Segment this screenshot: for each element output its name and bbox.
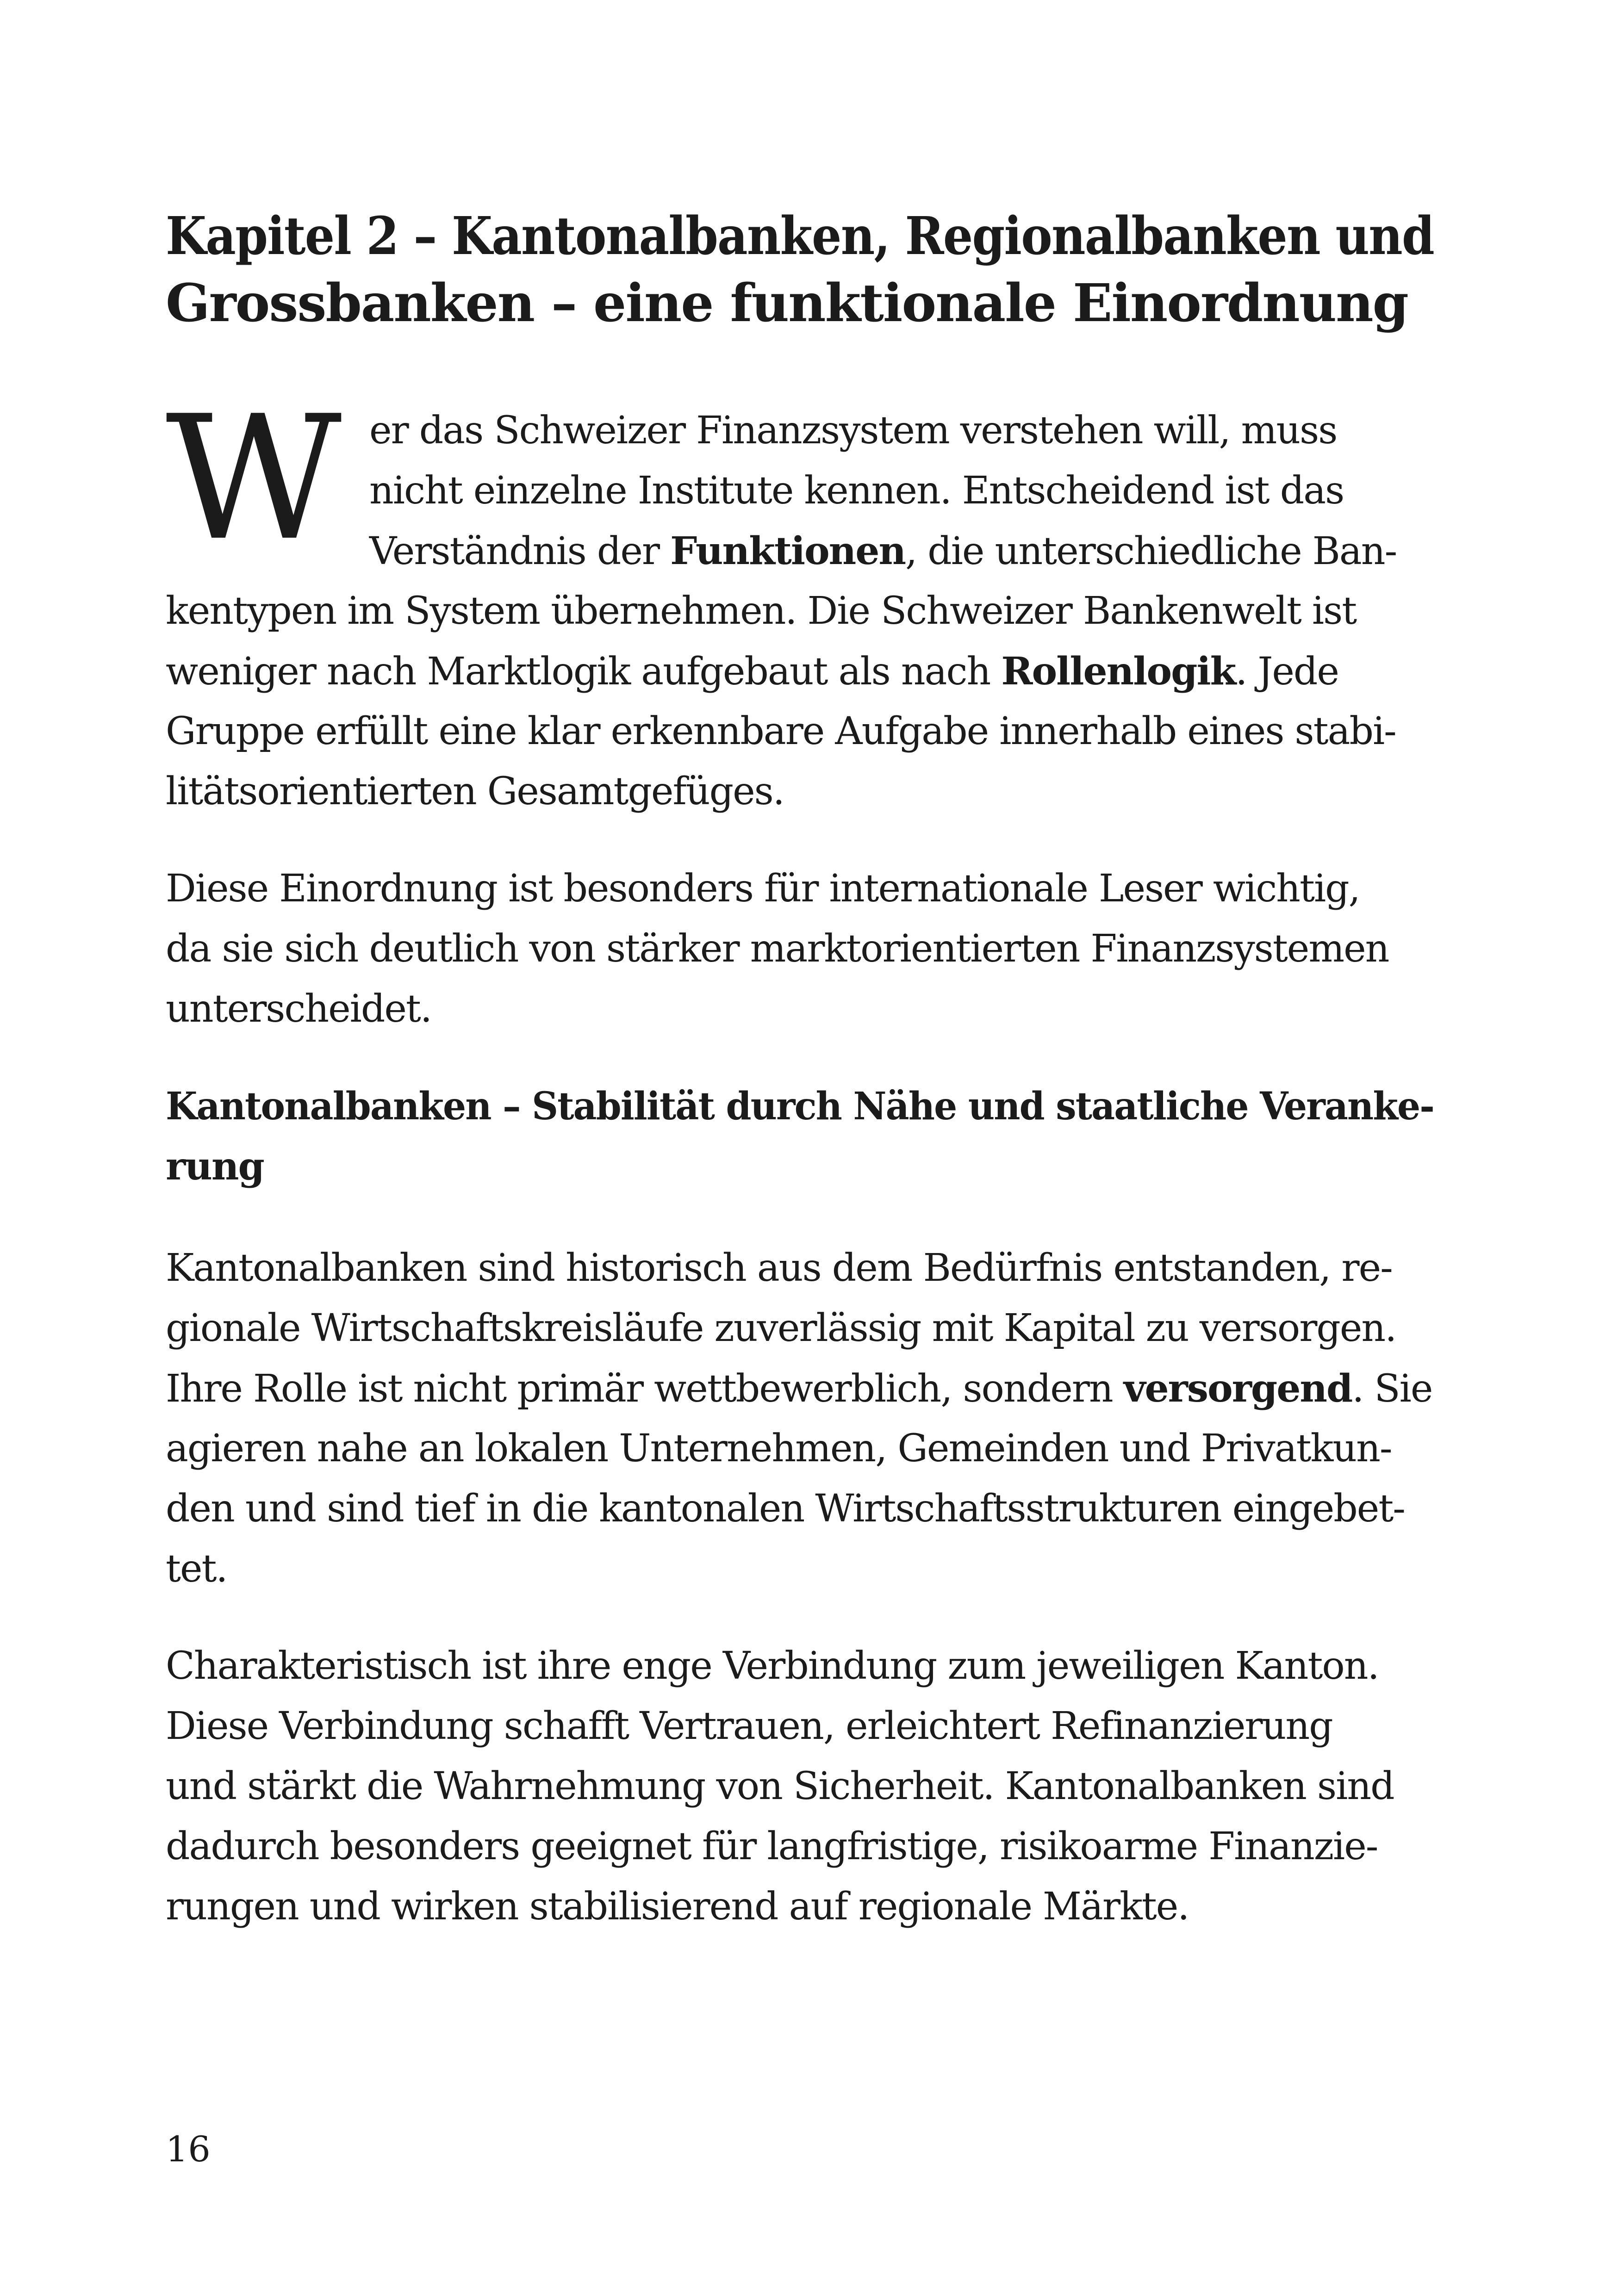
text-line: er das Schweizer Finanzsystem verstehen will, muss bbox=[369, 409, 1337, 453]
page-number: 16 bbox=[166, 2128, 211, 2170]
text-line: dadurch besonders geeignet für langfristige, risikoarme Finanzie- bbox=[166, 1824, 1378, 1868]
emphasis-funktionen: Funktionen bbox=[670, 529, 906, 573]
text-line: Verständnis der Funktionen, die unterschiedliche Ban- bbox=[369, 529, 1397, 573]
text-line: kentypen im System übernehmen. Die Schweizer Bankenwelt ist bbox=[166, 589, 1357, 633]
section-heading-line: Kantonalbanken – Stabilität durch Nähe und staatliche Veranke- bbox=[166, 1084, 1434, 1129]
text-line: Ihre Rolle ist nicht primär wettbewerblich, sondern versorgend. Sie bbox=[166, 1366, 1432, 1411]
drop-cap: W bbox=[166, 379, 342, 578]
chapter-title-line: Grossbanken – eine funktionale Einordnung bbox=[166, 273, 1408, 334]
text-line: Kantonalbanken sind historisch aus dem Bedürfnis entstanden, re- bbox=[166, 1246, 1392, 1290]
text-line: und stärkt die Wahrnehmung von Sicherheit. Kantonalbanken sind bbox=[166, 1764, 1394, 1808]
text-line: Diese Verbindung schafft Vertrauen, erleichtert Refinanzierung bbox=[166, 1704, 1332, 1748]
text-line: da sie sich deutlich von stärker marktorientierten Finanzsystemen bbox=[166, 927, 1389, 971]
text-line: rungen und wirken stabilisierend auf regionale Märkte. bbox=[166, 1885, 1189, 1929]
emphasis-versorgend: versorgend bbox=[1123, 1366, 1352, 1411]
chapter-title-line: Kapitel 2 – Kantonalbanken, Regionalbanken und bbox=[166, 206, 1434, 267]
text-line: den und sind tief in die kantonalen Wirtschaftsstrukturen eingebet- bbox=[166, 1487, 1405, 1531]
text-line: Diese Einordnung ist besonders für internationale Leser wichtig, bbox=[166, 867, 1360, 911]
text-line: unterscheidet. bbox=[166, 987, 431, 1031]
text-line: litätsorientierten Gesamtgefüges. bbox=[166, 769, 784, 813]
emphasis-rollenlogik: Rollenlogik bbox=[1001, 649, 1236, 694]
text-line: gionale Wirtschaftskreisläufe zuverlässig mit Kapital zu versorgen. bbox=[166, 1306, 1396, 1350]
text-line: Gruppe erfüllt eine klar erkennbare Aufgabe innerhalb eines stabi- bbox=[166, 709, 1396, 753]
text-line: Charakteristisch ist ihre enge Verbindung zum jeweiligen Kanton. bbox=[166, 1644, 1379, 1688]
text-line: tet. bbox=[166, 1547, 227, 1591]
text-line: weniger nach Marktlogik aufgebaut als nach Rollenlogik. Jede bbox=[166, 649, 1338, 694]
section-heading-line: rung bbox=[166, 1144, 264, 1189]
text-line: nicht einzelne Institute kennen. Entscheidend ist das bbox=[369, 469, 1344, 513]
text-line: agieren nahe an lokalen Unternehmen, Gemeinden und Privatkun- bbox=[166, 1427, 1392, 1471]
